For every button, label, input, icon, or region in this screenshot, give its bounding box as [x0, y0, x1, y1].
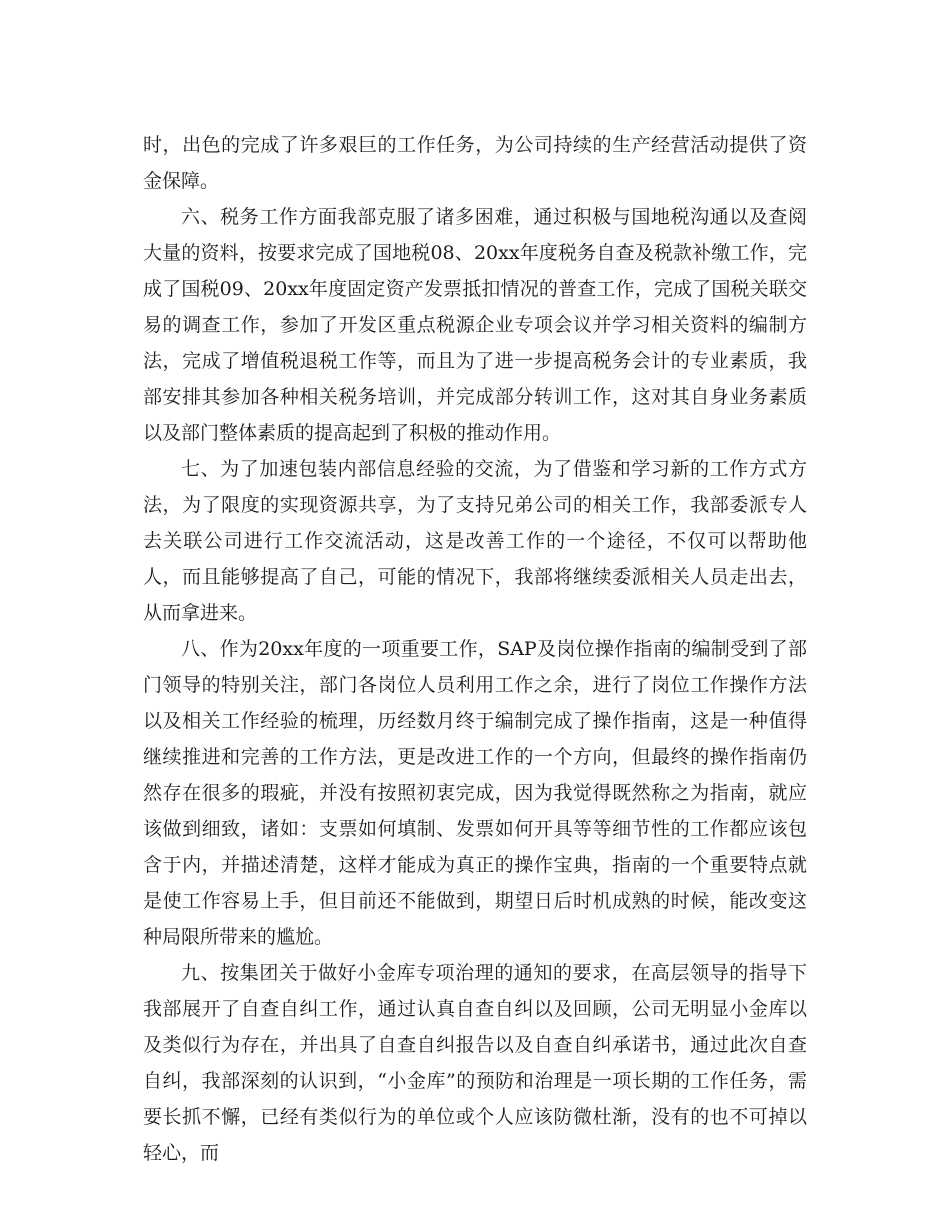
paragraph-experience-exchange: 七、为了加速包装内部信息经验的交流，为了借鉴和学习新的工作方式方法，为了限度的实现资源共享，为了支持兄弟公司的相关工作，我部委派专人去关联公司进行工作交流活动，这是改善工作的一个途径，不仅可以帮助他人，而且能够提高了自己，可能的情况下，我部将继续委派相关人员走出去，从而拿进来。 [143, 458, 807, 624]
paragraph-operation-guide: 八、作为20xx年度的一项重要工作，SAP及岗位操作指南的编制受到了部门领导的特别关注，部门各岗位人员利用工作之余，进行了岗位工作操作方法以及相关工作经验的梳理，历经数月终于编制完成了操作指南，这是一种值得继续推进和完善的工作方法，更是改进工作的一个方向，但最终的操作指南仍然存在很多的瑕疵，并没有按照初衷完成，因为我觉得既然称之为指南，就应该做到细致，诸如：支票如何填制、发票如何开具等等细节性的工作都应该包含于内，并描述清楚，这样才能成为真正的操作宝典，指南的一个重要特点就是使工作容易上手，但目前还不能做到，期望日后时机成熟的时候，能改变这种局限所带来的尴尬。 [143, 638, 807, 948]
paragraph-continuation: 时，出色的完成了许多艰巨的工作任务，为公司持续的生产经营活动提供了资金保障。 [143, 134, 807, 192]
paragraph-small-treasury: 九、按集团关于做好小金库专项治理的通知的要求，在高层领导的指导下我部展开了自查自纠工作，通过认真自查自纠以及回顾，公司无明显小金库以及类似行为存在，并出具了自查自纠报告以及自查自纠承诺书，通过此次自查自纠，我部深刻的认识到，“小金库”的预防和治理是一项长期的工作任务，需要长抓不懈，已经有类似行为的单位或个人应该防微杜渐，没有的也不可掉以轻心，而 [143, 962, 807, 1164]
paragraph-tax-work: 六、税务工作方面我部克服了诸多困难，通过积极与国地税沟通以及查阅大量的资料，按要求完成了国地税08、20xx年度税务自查及税款补缴工作，完成了国税09、20xx年度固定资产发票抵扣情况的普查工作，完成了国税关联交易的调查工作，参加了开发区重点税源企业专项会议并学习相关资料的编制方法，完成了增值税退税工作等，而且为了进一步提高税务会计的专业素质，我部安排其参加各种相关税务培训，并完成部分转训工作，这对其自身业务素质以及部门整体素质的提高起到了积极的推动作用。 [143, 206, 807, 444]
document-body [143, 127, 807, 1171]
